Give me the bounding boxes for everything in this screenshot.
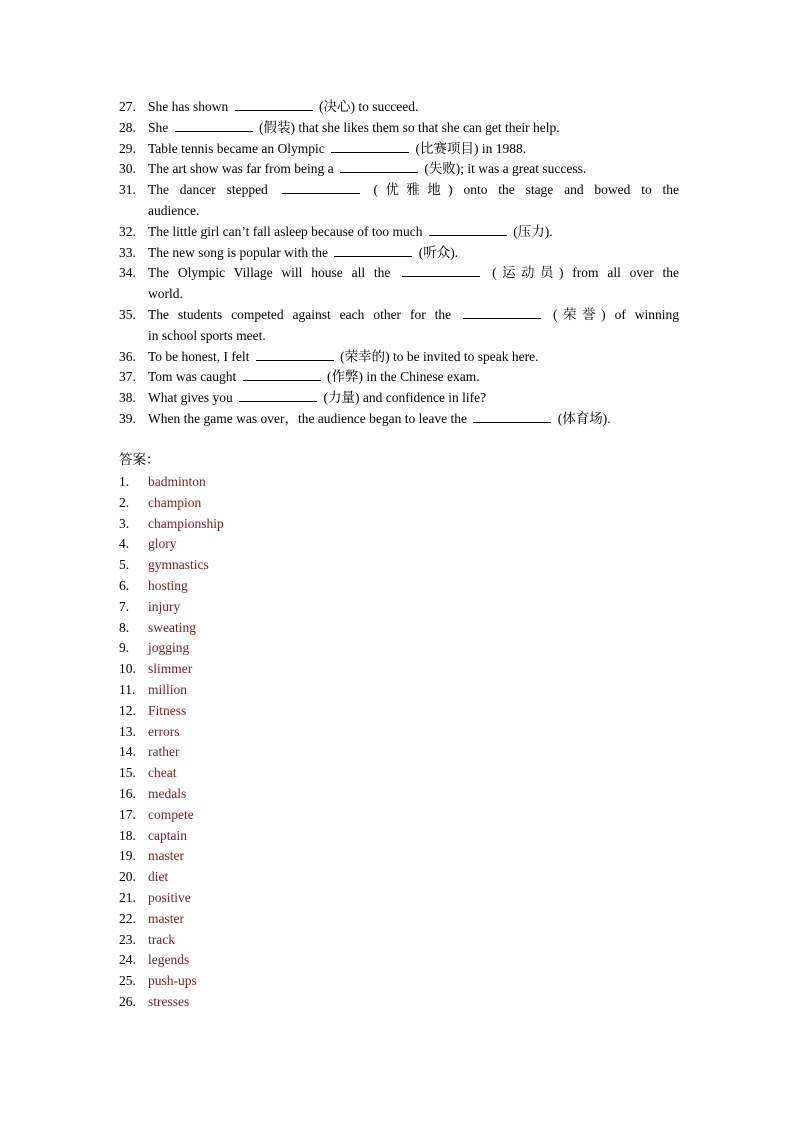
answer-list	[119, 472, 419, 1013]
question-item	[119, 263, 679, 284]
answer-text: medals	[148, 785, 187, 801]
question-item	[119, 97, 679, 118]
question-item	[119, 159, 679, 180]
answer-text: positive	[148, 889, 191, 905]
answer-item	[119, 618, 419, 639]
answer-text: compete	[148, 806, 194, 822]
answer-blank	[334, 244, 412, 257]
answer-number: 13.	[119, 723, 136, 739]
question-number: 34.	[119, 265, 136, 281]
answer-blank	[243, 368, 321, 381]
answer-item	[119, 638, 419, 659]
answer-item	[119, 493, 419, 514]
answer-number: 19.	[119, 848, 136, 864]
question-text	[148, 305, 679, 326]
answer-number: 14.	[119, 744, 136, 760]
answer-blank	[239, 389, 317, 402]
answer-number: 10.	[119, 661, 136, 677]
question-text-before: To be honest, I felt	[148, 348, 250, 364]
answer-number: 24.	[119, 952, 136, 968]
question-text-before: Table tennis became an Olympic	[148, 140, 325, 156]
answer-item	[119, 971, 419, 992]
answer-item	[119, 784, 419, 805]
answer-text: master	[148, 848, 184, 864]
question-number: 27.	[119, 99, 136, 114]
answer-blank	[463, 306, 541, 319]
question-item	[119, 305, 679, 326]
question-text-before: The students competed against each other for the	[148, 306, 452, 322]
question-text-before: The new song is popular with the	[148, 244, 328, 260]
question-number: 29.	[119, 140, 136, 156]
answer-text: stresses	[148, 993, 190, 1009]
answer-number: 21.	[119, 889, 136, 905]
answers-heading: 答案：	[119, 452, 160, 468]
question-text	[148, 97, 679, 118]
question-number: 36.	[119, 348, 136, 364]
answer-item	[119, 597, 419, 618]
answer-item	[119, 888, 419, 909]
answer-number: 2.	[119, 494, 130, 510]
answer-number: 18.	[119, 827, 136, 843]
answer-item	[119, 805, 419, 826]
answer-item	[119, 909, 419, 930]
question-number: 37.	[119, 369, 136, 385]
question-text	[148, 347, 679, 368]
question-text-before: The art show was far from being a	[148, 161, 334, 177]
answer-number: 11.	[119, 681, 136, 697]
question-text-after: (比赛项目) in 1988.	[415, 140, 527, 156]
answer-item	[119, 555, 419, 576]
question-text-after: (运动员) from all over the	[492, 265, 680, 281]
question-continuation: in school sports meet.	[148, 327, 266, 343]
question-number: 31.	[119, 182, 136, 198]
question-text	[148, 159, 679, 180]
question-item	[119, 367, 679, 388]
answer-text: jogging	[148, 640, 190, 656]
question-text-after: (体育场).	[557, 410, 611, 426]
question-continuation: world.	[148, 286, 183, 302]
question-text-before: She	[148, 119, 169, 135]
answer-number: 26.	[119, 993, 136, 1009]
answer-item	[119, 992, 419, 1013]
question-number: 28.	[119, 119, 136, 135]
answer-blank	[402, 264, 480, 277]
question-item	[119, 180, 679, 201]
answer-text: track	[148, 931, 175, 947]
answer-item	[119, 576, 419, 597]
question-item	[119, 347, 679, 368]
answer-item	[119, 534, 419, 555]
question-item	[119, 243, 679, 264]
question-text-after: (压力).	[513, 223, 553, 239]
question-text-before: What gives you	[148, 390, 233, 406]
answer-blank	[256, 348, 334, 361]
question-number: 32.	[119, 223, 136, 239]
question-text	[148, 263, 679, 284]
question-text-before: The little girl can’t fall asleep because of too much	[148, 223, 423, 239]
answer-item	[119, 763, 419, 784]
answer-blank	[235, 98, 313, 111]
answer-number: 7.	[119, 598, 130, 614]
question-text	[148, 180, 679, 201]
answer-item	[119, 701, 419, 722]
question-continuation: audience.	[148, 202, 200, 218]
question-text-after: (听众).	[418, 244, 459, 260]
answer-item	[119, 867, 419, 888]
question-item	[119, 409, 679, 430]
question-item	[119, 388, 679, 409]
answer-blank	[331, 140, 409, 153]
answer-item	[119, 930, 419, 951]
question-number: 33.	[119, 244, 136, 260]
question-text	[148, 367, 679, 388]
question-text-after: (力量) and confidence in life?	[323, 390, 487, 406]
question-text-before: The Olympic Village will house all the	[148, 265, 391, 281]
question-item	[119, 222, 679, 243]
answer-number: 25.	[119, 973, 136, 989]
answer-text: legends	[148, 952, 190, 968]
answer-blank	[340, 160, 418, 173]
answer-number: 8.	[119, 619, 130, 635]
question-number: 30.	[119, 161, 136, 177]
answer-text: Fitness	[148, 702, 187, 718]
question-text-after: (荣幸的) to be invited to speak here.	[340, 348, 539, 364]
answer-text: rather	[148, 744, 180, 760]
answer-blank	[282, 181, 360, 194]
answer-text: push-ups	[148, 973, 197, 989]
answer-number: 3.	[119, 515, 130, 531]
answer-text: errors	[148, 723, 180, 739]
answer-text: diet	[148, 869, 169, 885]
answer-item	[119, 680, 419, 701]
answer-number: 16.	[119, 785, 136, 801]
answer-item	[119, 742, 419, 763]
question-text-before: Tom was caught	[148, 369, 237, 385]
question-text	[148, 118, 679, 139]
answer-text: gymnastics	[148, 557, 209, 573]
answer-number: 15.	[119, 765, 136, 781]
answer-text: badminton	[148, 474, 206, 489]
answer-number: 23.	[119, 931, 136, 947]
answer-number: 6.	[119, 577, 130, 593]
question-number: 39.	[119, 410, 136, 426]
question-text-before: She has shown	[148, 99, 229, 114]
question-number: 38.	[119, 390, 136, 406]
answer-item	[119, 514, 419, 535]
question-text	[148, 222, 679, 243]
answer-item	[119, 722, 419, 743]
answer-number: 12.	[119, 702, 136, 718]
question-text-after: (荣誉) of winning	[553, 306, 680, 322]
answer-item	[119, 659, 419, 680]
answer-number: 5.	[119, 557, 130, 573]
question-text	[148, 243, 679, 264]
answer-text: championship	[148, 515, 224, 531]
answer-blank	[429, 223, 507, 236]
answer-number: 20.	[119, 869, 136, 885]
question-text-before: When the game was over，the audience began to leave the	[148, 410, 467, 426]
answer-text: injury	[148, 598, 181, 614]
answer-blank	[175, 119, 253, 132]
answer-item	[119, 950, 419, 971]
question-text	[148, 409, 679, 430]
answer-text: captain	[148, 827, 187, 843]
question-list	[119, 97, 679, 430]
question-text-after: (作弊) in the Chinese exam.	[327, 369, 480, 385]
answer-item	[119, 472, 419, 493]
question-text	[148, 388, 679, 409]
answer-text: million	[148, 681, 188, 697]
question-item	[119, 118, 679, 139]
answer-text: cheat	[148, 765, 177, 781]
answer-text: hosting	[148, 577, 188, 593]
answer-number: 9.	[119, 640, 130, 656]
answer-number: 4.	[119, 536, 130, 552]
question-number: 35.	[119, 306, 136, 322]
answer-text: champion	[148, 494, 202, 510]
question-text-after: (失败); it was a great success.	[424, 161, 587, 177]
answer-number: 22.	[119, 910, 136, 926]
answer-text: master	[148, 910, 184, 926]
answer-item	[119, 826, 419, 847]
question-text-after: (决心) to succeed.	[319, 99, 419, 114]
question-text-after: (假装) that she likes them so that she can get their help.	[259, 119, 560, 135]
answer-item	[119, 846, 419, 867]
answer-blank	[473, 410, 551, 423]
answer-number: 1.	[119, 474, 130, 489]
question-text	[148, 139, 679, 160]
answer-text: slimmer	[148, 661, 193, 677]
question-text-before: The dancer stepped	[148, 182, 268, 198]
question-item	[119, 139, 679, 160]
question-text-after: (优雅地) onto the stage and bowed to the	[373, 182, 680, 198]
answer-number: 17.	[119, 806, 136, 822]
answer-text: sweating	[148, 619, 196, 635]
answer-text: glory	[148, 536, 177, 552]
